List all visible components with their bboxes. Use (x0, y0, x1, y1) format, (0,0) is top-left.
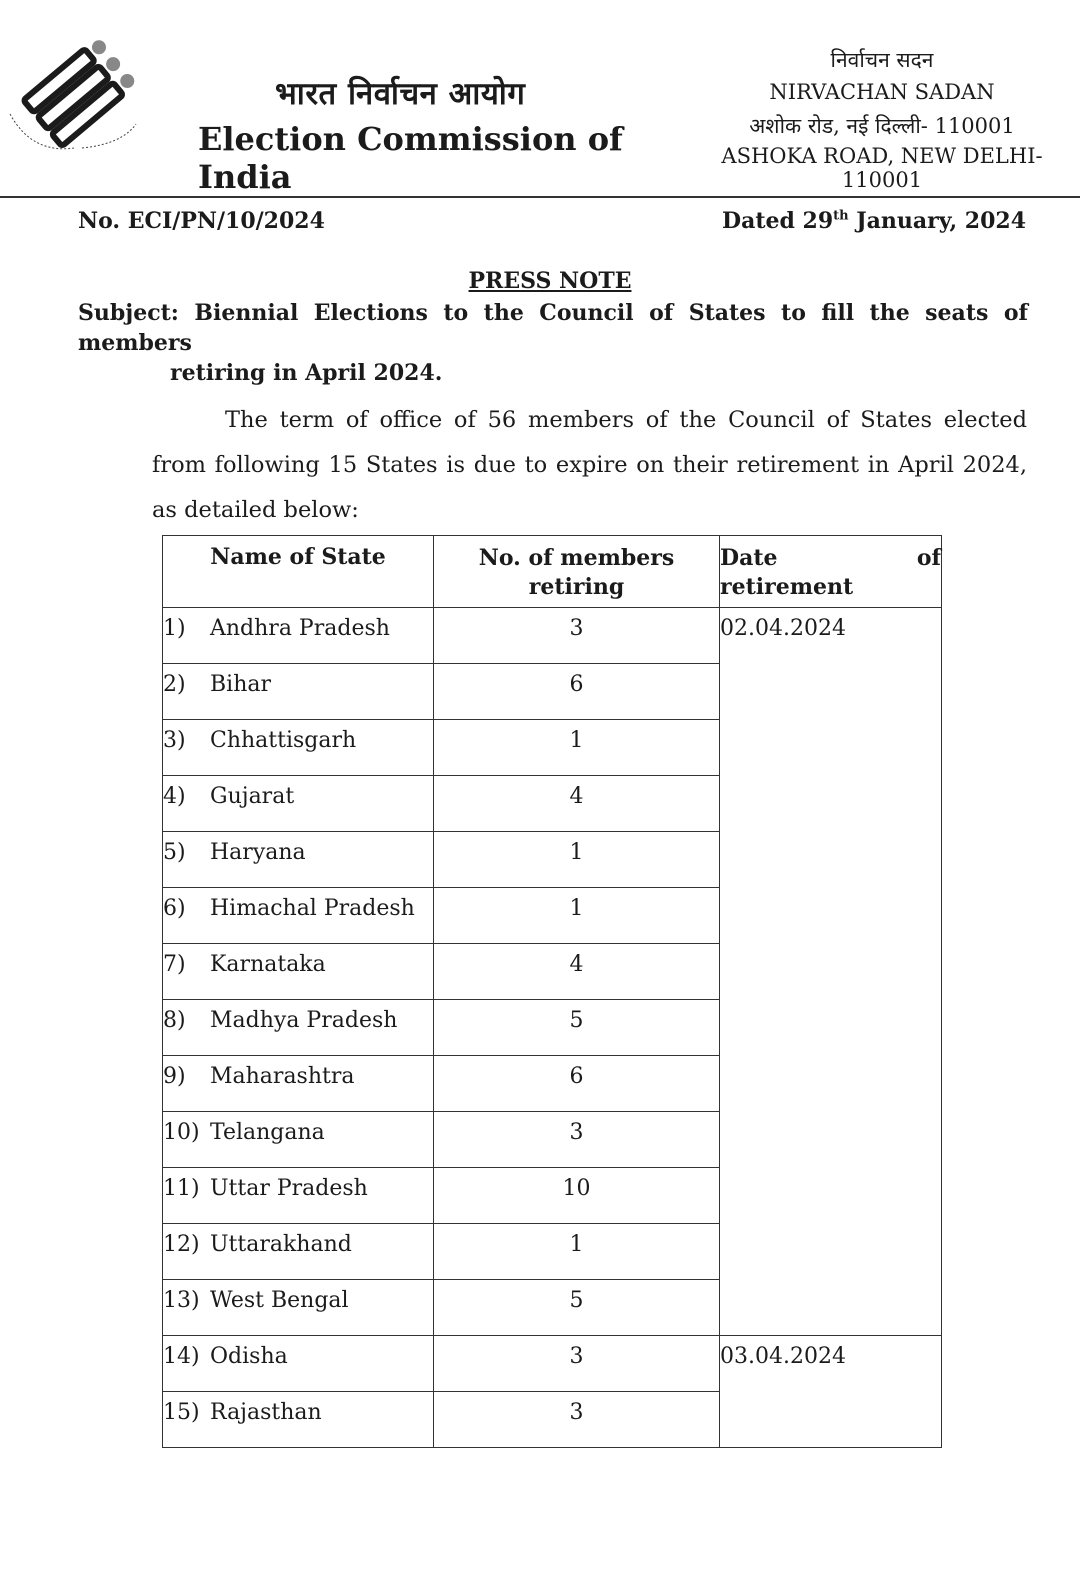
members-count: 5 (434, 1280, 720, 1336)
subject-line (78, 298, 1028, 388)
subject-text: Biennial Elections to the Council of States to fill the seats of members (78, 300, 1028, 356)
header-divider (0, 196, 1080, 198)
state-name: Madhya Pradesh (210, 1008, 398, 1033)
state-name: Maharashtra (210, 1064, 355, 1089)
state-name: Chhattisgarh (210, 728, 357, 753)
table-header-row (163, 536, 942, 608)
retiring-members-table (162, 535, 942, 1448)
members-count: 6 (434, 664, 720, 720)
members-count: 5 (434, 1000, 720, 1056)
retirement-date-april-2: 02.04.2024 (720, 608, 942, 1336)
reference-number: No. ECI/PN/10/2024 (78, 208, 325, 234)
members-count: 4 (434, 944, 720, 1000)
row-number: 7) (163, 952, 186, 977)
row-number: 8) (163, 1008, 186, 1033)
members-count: 1 (434, 832, 720, 888)
state-cell (163, 1392, 434, 1448)
row-number: 12) (163, 1232, 200, 1257)
state-name: Uttarakhand (210, 1232, 352, 1257)
subject-text-continued: retiring in April 2024. (170, 360, 443, 386)
state-cell (163, 944, 434, 1000)
members-count: 1 (434, 1224, 720, 1280)
row-number: 1) (163, 616, 186, 641)
members-count: 1 (434, 720, 720, 776)
header-date-retirement: retirement (720, 574, 854, 600)
subject-label: Subject: (78, 300, 179, 326)
header-date-of: of (916, 545, 941, 571)
state-cell (163, 888, 434, 944)
state-name: Karnataka (210, 952, 326, 977)
address-road-hindi: अशोक रोड, नई दिल्ली- 110001 (749, 114, 1015, 138)
members-count: 10 (434, 1168, 720, 1224)
row-number: 4) (163, 784, 186, 809)
state-cell (163, 608, 434, 664)
eci-logo (2, 36, 142, 156)
row-number: 11) (163, 1176, 200, 1201)
date-prefix: Dated 29 (721, 208, 834, 234)
commission-title-hindi: भारत निर्वाचन आयोग (275, 76, 526, 112)
state-cell (163, 1168, 434, 1224)
row-number: 10) (163, 1120, 200, 1145)
members-count: 6 (434, 1056, 720, 1112)
state-name: West Bengal (210, 1288, 349, 1313)
header-members: No. of members retiring (434, 536, 720, 608)
date-ordinal: th (833, 208, 849, 224)
state-name: Andhra Pradesh (210, 616, 390, 641)
members-count: 3 (434, 1392, 720, 1448)
address-road-english: ASHOKA ROAD, NEW DELHI-110001 (721, 144, 1043, 192)
state-name: Himachal Pradesh (210, 896, 415, 921)
state-cell (163, 720, 434, 776)
commission-title-english: Election Commission of India (198, 120, 623, 196)
members-count: 4 (434, 776, 720, 832)
date-suffix: January, 2024 (848, 208, 1026, 234)
row-number: 15) (163, 1400, 200, 1425)
state-cell (163, 1224, 434, 1280)
row-number: 14) (163, 1344, 200, 1369)
state-name: Rajasthan (210, 1400, 322, 1425)
row-number: 6) (163, 896, 186, 921)
header-date-word: Date (720, 545, 778, 571)
state-cell (163, 776, 434, 832)
members-count: 3 (434, 1112, 720, 1168)
document-date (722, 208, 1026, 234)
table-row (163, 608, 942, 664)
state-cell (163, 832, 434, 888)
members-count: 3 (434, 608, 720, 664)
state-name: Telangana (210, 1120, 325, 1145)
state-name: Bihar (210, 672, 272, 697)
state-cell (163, 1336, 434, 1392)
row-number: 2) (163, 672, 186, 697)
state-cell (163, 1280, 434, 1336)
state-name: Odisha (210, 1344, 288, 1369)
members-count: 1 (434, 888, 720, 944)
state-cell (163, 664, 434, 720)
state-name: Gujarat (210, 784, 295, 809)
header-state: Name of State (163, 536, 434, 608)
row-number: 9) (163, 1064, 186, 1089)
row-number: 3) (163, 728, 186, 753)
intro-paragraph: The term of office of 56 members of the Council of States elected from following 15 States is due to expire on their retirement in April 2024, as detailed below: (152, 407, 1027, 523)
state-name: Uttar Pradesh (210, 1176, 368, 1201)
table-row (163, 1336, 942, 1392)
state-name: Haryana (210, 840, 306, 865)
row-number: 13) (163, 1288, 200, 1313)
state-cell (163, 1056, 434, 1112)
row-number: 5) (163, 840, 186, 865)
state-cell (163, 1000, 434, 1056)
state-cell (163, 1112, 434, 1168)
press-note-heading: PRESS NOTE (468, 268, 632, 294)
members-count: 3 (434, 1336, 720, 1392)
retirement-date-april-3: 03.04.2024 (720, 1336, 942, 1448)
address-building-hindi: निर्वाचन सदन (830, 48, 934, 72)
address-building-english: NIRVACHAN SADAN (769, 80, 995, 104)
header-date (720, 536, 942, 608)
